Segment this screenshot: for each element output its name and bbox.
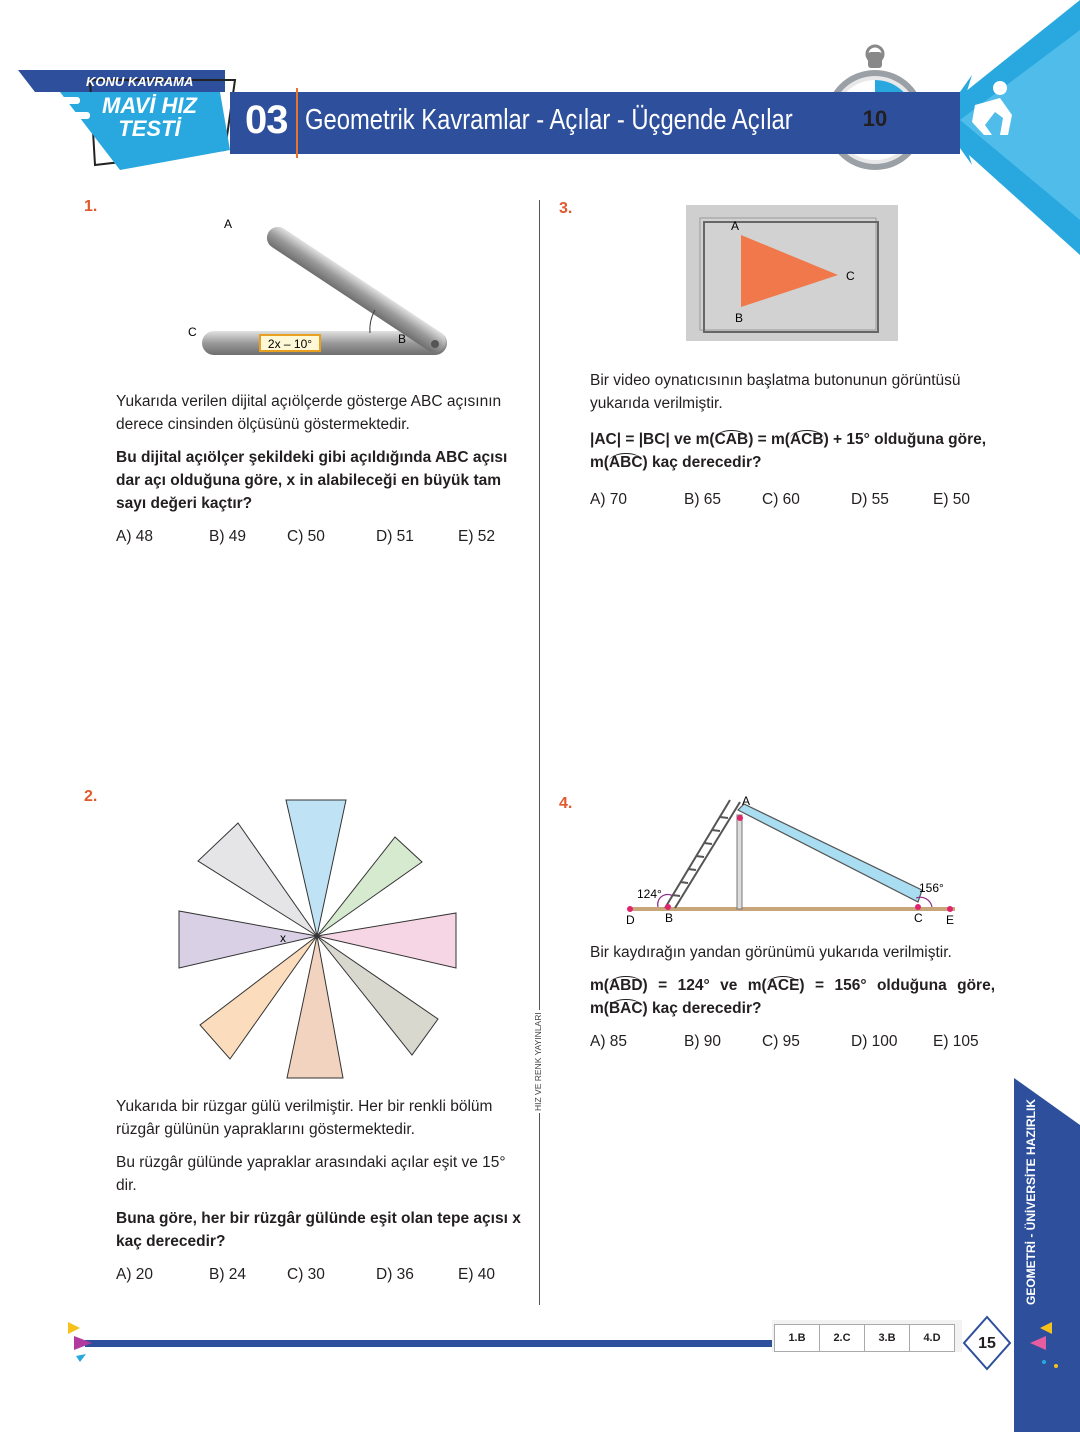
q4-q-part: ) = 156° olduğuna göre, (799, 977, 995, 994)
q1-option-d[interactable]: D) 51 (376, 528, 414, 545)
q4-label-e: E (946, 913, 955, 927)
q2-option-b[interactable]: B) 24 (209, 1266, 247, 1283)
q1-label-a: A (224, 217, 233, 231)
q3-q-part: |AC| = |BC| ve m( (590, 431, 715, 448)
q4-angle-c: 156° (919, 881, 944, 895)
q4-ladder (665, 800, 740, 908)
q4-ground (630, 907, 955, 911)
q4-label-a: A (742, 794, 751, 808)
answer-key-2: 2.C (819, 1324, 865, 1352)
q4-q-part: ) = 124° ve m( (642, 977, 767, 994)
q4-angle-ace: ACE (766, 977, 800, 994)
q1-label-c: C (188, 325, 197, 339)
q4-options (590, 1033, 979, 1051)
q4-option-c[interactable]: C) 95 (762, 1033, 800, 1050)
q4-angle-b: 124° (637, 887, 662, 901)
q3-options (590, 491, 970, 509)
q1-label-b: B (398, 332, 407, 346)
brand-line-1: MAVİ HIZ (102, 93, 197, 118)
q4-label-c: C (914, 911, 923, 925)
q3-q-part: ) + 15° olduğuna göre, (823, 431, 987, 448)
brand-title (102, 94, 197, 140)
q3-label-b: B (735, 311, 744, 325)
q2-question: Buna göre, her bir rüzgâr gülünde eşit olan tepe açısı x kaç derecedir? (116, 1210, 521, 1250)
test-number: 03 (245, 98, 288, 142)
q3-option-c[interactable]: C) 60 (762, 491, 800, 508)
q3-angle-cab: CAB (714, 431, 749, 448)
q1-options (116, 528, 495, 546)
q3-play-button-figure (686, 205, 898, 341)
header-separator (296, 88, 298, 158)
q3-label-a: A (731, 219, 740, 233)
q4-label-d: D (626, 913, 635, 927)
q4-slide-figure (620, 790, 965, 930)
q4-question-line2 (590, 997, 995, 1020)
q1-option-a[interactable]: A) 48 (116, 528, 154, 545)
q4-q-part: ) kaç derecedir? (642, 1000, 762, 1017)
q2-option-e[interactable]: E) 40 (458, 1266, 496, 1283)
answer-key-3: 3.B (864, 1324, 910, 1352)
q3-option-b[interactable]: B) 65 (684, 491, 722, 508)
q4-angle-abd: ABD (608, 977, 643, 994)
footer-graphics (0, 1070, 1080, 1432)
q4-question-line1 (590, 974, 995, 997)
q1-display-text: 2x – 10° (267, 337, 313, 351)
q4-text: Bir kaydırağın yandan görünümü yukarıda verilmiştir. (590, 944, 952, 961)
q4-option-d[interactable]: D) 100 (851, 1033, 898, 1050)
answer-key-1: 1.B (774, 1324, 820, 1352)
q4-q-part: m( (590, 977, 609, 994)
side-label (1024, 1098, 1044, 1305)
q1-option-b[interactable]: B) 49 (209, 528, 247, 545)
q4-slide (738, 804, 922, 902)
q4-q-part: m( (590, 1000, 609, 1017)
page-title: Geometrik Kavramlar - Açılar - Üçgende Açılar (305, 104, 793, 136)
q2-label-x: x (280, 931, 286, 945)
q2-number: 2. (84, 788, 98, 805)
q2-option-d[interactable]: D) 36 (376, 1266, 414, 1283)
q1-number: 1. (84, 198, 98, 215)
side-label-text: GEOMETRİ - ÜNİVERSİTE HAZIRLIK (1024, 1098, 1038, 1305)
q3-option-e[interactable]: E) 50 (933, 491, 971, 508)
q3-label-c: C (846, 269, 855, 283)
answer-key-4: 4.D (909, 1324, 955, 1352)
q1-protractor-figure (180, 195, 470, 365)
q4-option-e[interactable]: E) 105 (933, 1033, 979, 1050)
q3-q-part: m( (590, 454, 609, 471)
q4-option-a[interactable]: A) 85 (590, 1033, 628, 1050)
q3-text: Bir video oynatıcısının başlatma butonunun görüntüsü yukarıda verilmiştir. (590, 372, 961, 412)
q2-petals (179, 800, 456, 1078)
page-number: 15 (978, 1335, 996, 1352)
q3-angle-acb: ACB (789, 431, 824, 448)
q4-label-b: B (665, 911, 674, 925)
q1-text: Yukarıda verilen dijital açıölçerde gösterge ABC açısının derece cinsinden ölçüsünü göstermektedir. (116, 393, 502, 433)
q2-option-c[interactable]: C) 30 (287, 1266, 325, 1283)
q3-q-part: ) = m( (748, 431, 790, 448)
q1-option-e[interactable]: E) 52 (458, 528, 496, 545)
timer-value: 10 (862, 106, 888, 131)
q3-option-a[interactable]: A) 70 (590, 491, 628, 508)
q3-q-part: ) kaç derecedir? (642, 454, 762, 471)
q4-angle-bac: BAC (608, 1000, 643, 1017)
footer-bar (85, 1340, 775, 1347)
q2-text1: Yukarıda bir rüzgar gülü verilmiştir. Her bir renkli bölüm rüzgâr gülünün yapraklarını göstermektedir. (116, 1098, 493, 1138)
q1-option-c[interactable]: C) 50 (287, 528, 325, 545)
q2-wind-rose-figure (170, 795, 470, 1085)
q3-question (590, 428, 1010, 474)
q3-angle-abc: ABC (608, 454, 643, 471)
q2-text2: Bu rüzgâr gülünde yapraklar arasındaki açılar eşit ve 15° dir. (116, 1154, 506, 1194)
q3-option-d[interactable]: D) 55 (851, 491, 889, 508)
q1-question: Bu dijital açıölçer şekildeki gibi açıldığında ABC açısı dar açı olduğuna göre, x in alabileceği en büyük tam sayı değeri kaçtır? (116, 449, 508, 512)
q4-option-b[interactable]: B) 90 (684, 1033, 722, 1050)
series-label: KONU KAVRAMA (86, 74, 194, 89)
q3-number: 3. (559, 200, 573, 217)
q2-option-a[interactable]: A) 20 (116, 1266, 154, 1283)
brand-line-2: TESTİ (118, 116, 181, 141)
q4-number: 4. (559, 795, 573, 812)
publisher-name: HIZ VE RENK YAYINLARI (533, 1012, 543, 1111)
